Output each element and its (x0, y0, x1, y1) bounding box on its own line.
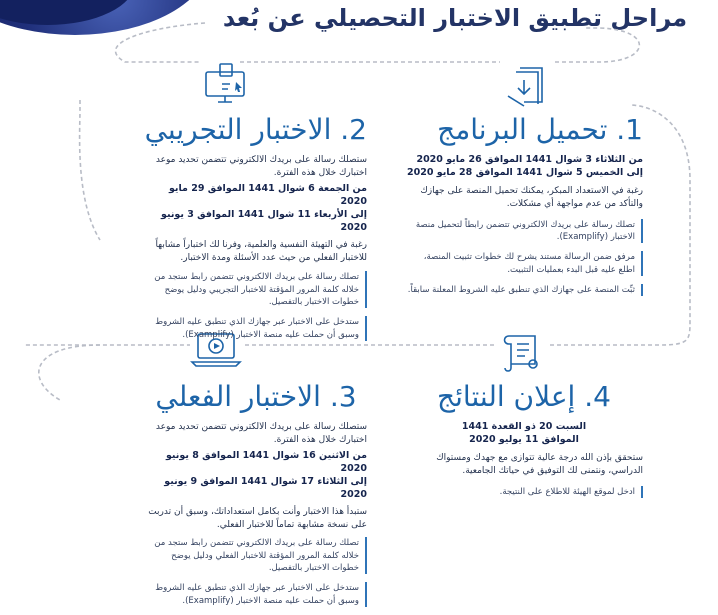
bullet-item: تصلك رسالة على بريدك الالكتروني تتضمن رابط ستجد من خلاله كلمة المرور المؤقتة للاختبار التجريبي ودليل يوضح خطوات الاختبار بالتفصيل. (145, 271, 367, 308)
date-line: من الجمعة 6 شوال 1441 الموافق 29 مايو 2020 (168, 183, 367, 207)
date-line: إلى الأربعاء 11 شوال 1441 الموافق 3 يونيو 2020 (161, 208, 367, 233)
step-download (405, 113, 643, 304)
step-intro: ستصلك رسالة على بريدك الالكتروني تتضمن تحديد موعد اختبارك خلال هذه الفترة. (155, 422, 367, 446)
step-paragraph: ستبدأ هذا الاختبار وأنت بكامل استعداداتك، وسبق أن تدربت على نسخة مشابهة تماماً للاختبار الفعلي. (148, 507, 367, 531)
step-dates (145, 450, 367, 501)
bullet-item: تصلك رسالة على بريدك الالكتروني تتضمن رابطاً لتحميل منصة الاختبار (Examplify). (405, 219, 643, 244)
bullet-item: تصلك رسالة على بريدك الالكتروني تتضمن رابط ستجد من خلاله كلمة المرور المؤقتة للاختبار الفعلي ودليل يوضح خطوات الاختبار بالتفصيل. (145, 537, 367, 574)
step-paragraph: رغبة في التهيئة النفسية والعلمية، وفرنا لك اختباراً مشابهاً للاختبار الفعلي من حيث عدد الأسئلة ومدة الاختبار. (155, 240, 367, 264)
page-title: مراحل تطبيق الاختبار التحصيلي عن بُعد (222, 4, 688, 32)
step-title: 2. الاختبار التجريبي (144, 113, 367, 146)
step-dates (405, 421, 643, 447)
date-line: من الاثنين 16 شوال 1441 الموافق 8 يونيو 2020 (165, 450, 367, 474)
step-trial (145, 113, 367, 349)
date-line: إلى الثلاثاء 17 شوال 1441 الموافق 9 يونيو 2020 (164, 475, 367, 500)
step-title: 3. الاختبار الفعلي (155, 380, 357, 413)
step-dates (145, 183, 367, 234)
step-dates (405, 154, 643, 180)
bullet-item: ستدخل على الاختبار عبر جهازك الذي تنطبق عليه الشروط وسبق أن حملت عليه منصة الاختبار (Examplify). (145, 582, 367, 607)
computer-test-icon (200, 62, 252, 106)
bullet-item: ادخل لموقع الهيئة للاطلاع على النتيجة. (405, 486, 643, 498)
date-line: من الثلاثاء 3 شوال 1441 الموافق 26 مايو 2020 (416, 154, 643, 165)
step-actual (145, 380, 367, 615)
bullet-item: ستدخل على الاختبار عبر جهازك الذي تنطبق عليه الشروط وسبق أن حملت عليه منصة الاختبار (Examplify). (145, 316, 367, 341)
step-paragraph: ستحقق بإذن الله درجة عالية تتوازى مع جهدك ومستواك الدراسي، ونتمنى لك التوفيق في حياتك الجامعية. (436, 452, 643, 476)
date-line: السبت 20 ذو القعدة 1441 (461, 421, 587, 432)
scroll-certificate-icon (497, 330, 547, 372)
date-line: الموافق 11 يوليو 2020 (469, 433, 579, 445)
step-intro: ستصلك رسالة على بريدك الالكتروني تتضمن تحديد موعد اختبارك خلال هذه الفترة. (155, 155, 367, 179)
step-title: 4. إعلان النتائج (437, 380, 611, 413)
bullet-item: مرفق ضمن الرسالة مستند يشرح لك خطوات تثبيت المنصة، اطلع عليه قبل البدء بعمليات التثبيت. (405, 251, 643, 276)
step-title: 1. تحميل البرنامج (437, 113, 643, 146)
step-paragraph: رغبة في الاستعداد المبكر، يمكنك تحميل المنصة على جهازك والتأكد من عدم مواجهة أي مشكلات. (420, 185, 643, 209)
bullet-item: ثبِّت المنصة على جهازك الذي تنطبق عليه الشروط المعلنة سابقاً. (405, 284, 643, 296)
step-results (405, 380, 643, 506)
date-line: إلى الخميس 5 شوال 1441 الموافق 28 مايو 2020 (407, 166, 643, 178)
download-box-icon (502, 62, 552, 108)
